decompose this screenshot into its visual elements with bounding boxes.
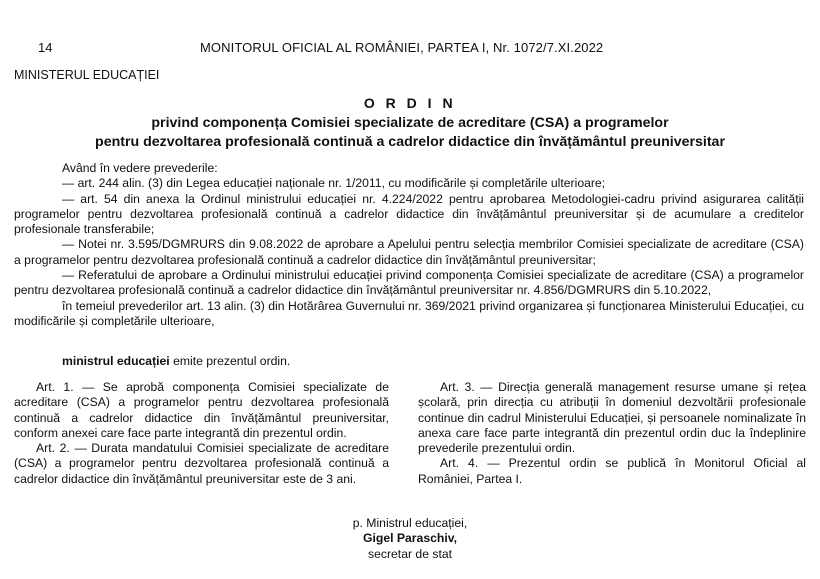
preamble-basis: în temeiul prevederilor art. 13 alin. (3) din Hotărârea Guvernului nr. 369/2021 privind organizarea și funcționarea Ministerului Educației, cu modificările și completările ulterioare, <box>14 298 804 328</box>
preamble-item: — art. 54 din anexa la Ordinul ministrului educației nr. 4.224/2022 pentru aprobarea Metodologiei-cadru privind asigurarea calității programelor pentru dezvoltarea profesională continuă a cadrelor didactice din învățământul preuniversitar și de acumulare a creditelor profesionale transferabile; <box>14 191 804 237</box>
publication-header: MONITORUL OFICIAL AL ROMÂNIEI, PARTEA I, Nr. 1072/7.XI.2022 <box>200 40 604 55</box>
emitter: ministrul educației <box>62 354 170 368</box>
articles-right-column <box>418 380 806 487</box>
signatory-name: Gigel Paraschiv, <box>363 531 457 546</box>
emits-statement <box>62 354 290 368</box>
subject-line-1: privind componența Comisiei specializate de acreditare (CSA) a programelor <box>151 115 669 131</box>
preamble <box>14 161 804 329</box>
preamble-item: — art. 244 alin. (3) din Legea educației naționale nr. 1/2011, cu modificările și completările ulterioare; <box>62 176 606 191</box>
article-1: Art. 1. — Se aprobă componența Comisiei specializate de acreditare (CSA) a programelor pentru dezvoltarea profesională continuă a cadrelor didactice din învățământul preuniversitar, conform anexei care face parte integrantă din prezentul ordin. <box>14 380 389 440</box>
signatory-title: secretar de stat <box>368 546 452 561</box>
articles-left-column <box>14 380 389 487</box>
preamble-item: — Referatului de aprobare a Ordinului ministrului educației privind componența Comisiei specializate de acreditare (CSA) a programelor pentru dezvoltarea profesională continuă a cadrelor didactice din învățământul preuniversitar nr. 4.856/DGMRURS din 5.10.2022, <box>14 268 804 298</box>
signature-block <box>330 516 490 562</box>
article-4: Art. 4. — Prezentul ordin se publică în Monitorul Oficial al României, Partea I. <box>418 456 806 486</box>
article-2: Art. 2. — Durata mandatului Comisiei specializate de acreditare (CSA) a programelor pentru dezvoltarea profesională continuă a cadrelor didactice din învățământul preuniversitar este de 3 ani. <box>14 441 389 486</box>
page-number: 14 <box>38 40 53 55</box>
preamble-intro: Având în vedere prevederile: <box>62 161 218 175</box>
issuer: MINISTERUL EDUCAȚIEI <box>14 68 160 82</box>
signature-for: p. Ministrul educației, <box>352 516 468 530</box>
article-3: Art. 3. — Direcția generală management resurse umane și rețea școlară, prin direcția cu atribuții în domeniul dezvoltării profesionale continue din cadrul Ministerului Educației, și persoanele nominalizate în anexa care face parte integrantă din prezentul ordin duc la îndeplinire prevederile prezentului ordin. <box>418 380 806 456</box>
document-subject <box>0 114 820 152</box>
subject-line-2: pentru dezvoltarea profesională continuă a cadrelor didactice din învățământul preuniversitar <box>95 134 725 150</box>
preamble-item: — Notei nr. 3.595/DGMRURS din 9.08.2022 de aprobare a Apelului pentru selecția membrilor Comisiei specializate de acreditare (CSA) a programelor pentru dezvoltarea profesională continuă a cadrelor didactice din învățământul preuniversitar; <box>14 237 804 267</box>
document-type: O R D I N <box>363 95 457 111</box>
emits-rest: emite prezentul ordin. <box>169 354 291 368</box>
